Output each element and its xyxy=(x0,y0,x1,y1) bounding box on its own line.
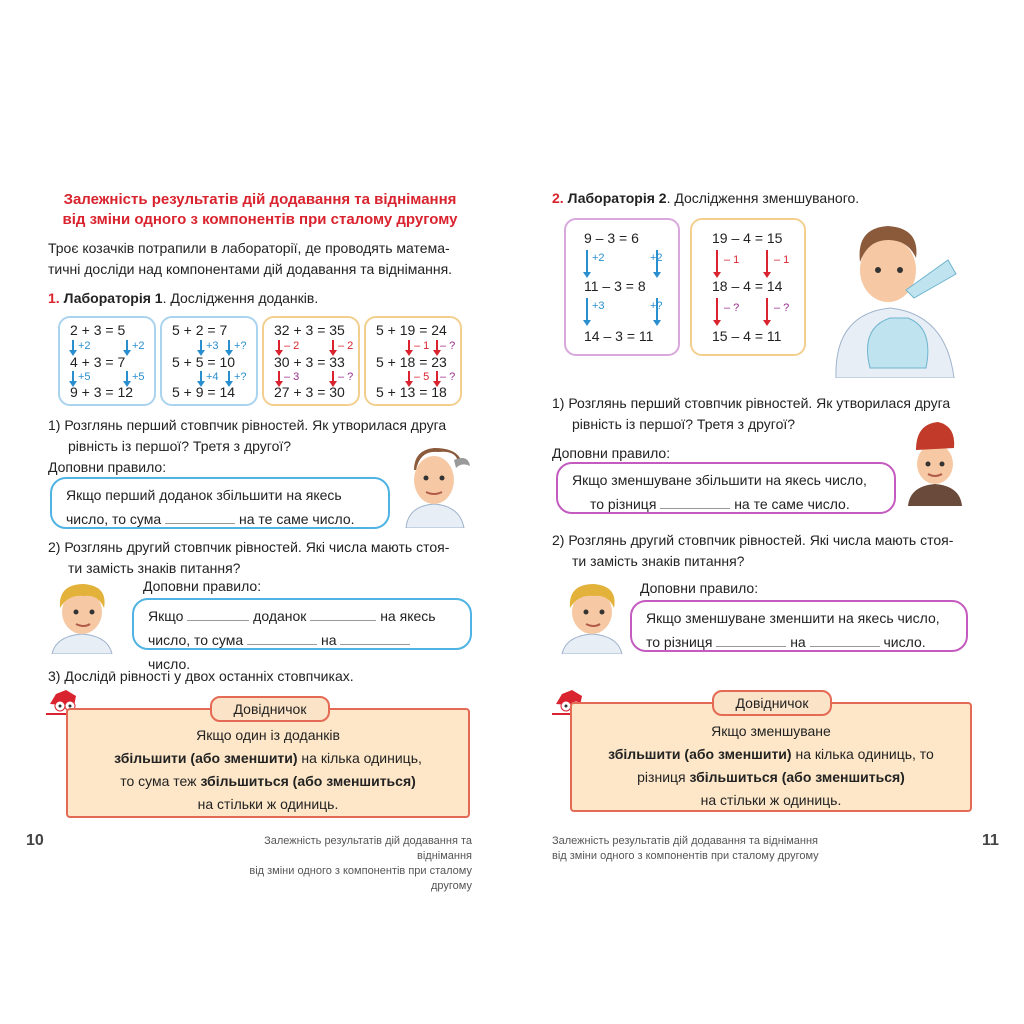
question-2-line-1: 2) Розглянь другий стовпчик рівностей. Які числа мають стоя- xyxy=(552,532,954,548)
down-arrow-icon xyxy=(278,371,280,385)
equation: 19 – 4 = 15 xyxy=(712,230,783,246)
answer-blank[interactable] xyxy=(660,494,730,509)
down-arrow-icon xyxy=(332,371,334,385)
down-arrow-icon xyxy=(228,371,230,385)
question-2-line-2: ти замість знаків питання? xyxy=(68,560,241,576)
lab2-heading xyxy=(552,188,859,209)
equation: 5 + 19 = 24 xyxy=(376,322,447,338)
reference-text: Якщо один із доданків xyxy=(196,727,340,743)
title-line-2: від зміни одного з компонентів при сталому другому xyxy=(62,211,458,228)
lab2-description: . Дослідження зменшуваного. xyxy=(666,190,860,206)
change-label: – ? xyxy=(338,371,354,383)
footer-line: від зміни одного з компонентів при сталому другому xyxy=(249,865,472,892)
equation-box-4 xyxy=(364,316,462,406)
change-label: +3 xyxy=(206,340,219,352)
question-1-line-2: рівність із першої? Третя з другої? xyxy=(572,416,796,432)
question-2-right xyxy=(552,530,982,572)
page-footer xyxy=(552,834,832,864)
rule-text: на якесь xyxy=(380,608,436,624)
change-label: +2 xyxy=(132,340,145,352)
change-label: – ? xyxy=(724,302,740,314)
reference-box xyxy=(570,702,972,812)
change-label: – 3 xyxy=(284,371,300,383)
complete-rule-label: Доповни правило: xyxy=(640,580,759,596)
question-2-line-2: ти замість знаків питання? xyxy=(572,553,745,569)
reference-text: на кілька одиниць, xyxy=(297,750,422,766)
equation: 5 + 18 = 23 xyxy=(376,354,447,370)
question-1-line-1: 1) Розглянь перший стовпчик рівностей. Як утворилася друга xyxy=(552,395,951,411)
complete-rule-label: Доповни правило: xyxy=(143,578,262,594)
page-number: 10 xyxy=(26,832,44,849)
change-label: – 2 xyxy=(284,340,300,352)
reference-box xyxy=(66,708,470,818)
reference-text: то сума теж xyxy=(120,773,201,789)
rule-text: на xyxy=(790,634,806,650)
rule-text: доданок xyxy=(253,608,307,624)
answer-blank[interactable] xyxy=(187,606,249,621)
equation: 2 + 3 = 5 xyxy=(70,322,126,338)
down-arrow-icon xyxy=(408,340,410,354)
down-arrow-icon xyxy=(72,371,74,385)
equation-box-6 xyxy=(690,218,806,356)
rule-text: Якщо зменшуване зменшити на якесь число, xyxy=(646,610,940,626)
rule-text: число, то сума xyxy=(66,511,162,527)
equation: 27 + 3 = 30 xyxy=(274,384,345,400)
rule-text: то різниця xyxy=(590,496,657,512)
page-title xyxy=(50,190,470,230)
page-number: 11 xyxy=(982,832,999,849)
boy-illustration xyxy=(48,578,118,654)
down-arrow-icon xyxy=(126,340,128,354)
boy-with-hat-illustration xyxy=(904,418,966,506)
complete-rule-label: Доповни правило: xyxy=(48,459,167,475)
answer-blank[interactable] xyxy=(810,632,880,647)
rule-bubble-2 xyxy=(132,598,472,672)
change-label: +5 xyxy=(132,371,145,383)
equation: 32 + 3 = 35 xyxy=(274,322,345,338)
down-arrow-icon xyxy=(332,340,334,354)
rule-text: Якщо перший доданок збільшити на якесь xyxy=(66,487,342,503)
equation: 5 + 5 = 10 xyxy=(172,354,236,370)
down-arrow-icon xyxy=(200,371,202,385)
change-label: +3 xyxy=(592,300,605,312)
intro-paragraph xyxy=(48,238,478,280)
rule-bubble-1 xyxy=(50,477,390,529)
reference-bold-text: збільшиться (або зменшиться) xyxy=(200,773,416,789)
question-2-line-1: 2) Розглянь другий стовпчик рівностей. Які числа мають стоя- xyxy=(48,539,450,555)
equation-box-2 xyxy=(160,316,258,406)
rule-text: то різниця xyxy=(646,634,713,650)
answer-blank[interactable] xyxy=(247,630,317,645)
equation: 9 + 3 = 12 xyxy=(70,384,134,400)
lab1-description: . Дослідження доданків. xyxy=(162,290,319,306)
rule-text: на те саме число. xyxy=(734,496,850,512)
down-arrow-icon xyxy=(716,298,718,324)
lab1-number: 1. xyxy=(48,290,60,306)
reference-tab: Довідничок xyxy=(210,696,330,722)
rule-text: Якщо xyxy=(148,608,184,624)
change-label: – 1 xyxy=(724,254,740,266)
change-label: +5 xyxy=(78,371,91,383)
answer-blank[interactable] xyxy=(165,509,235,524)
change-label: – 1 xyxy=(414,340,430,352)
down-arrow-icon xyxy=(586,298,588,324)
equation: 5 + 13 = 18 xyxy=(376,384,447,400)
question-2 xyxy=(48,537,478,579)
intro-line-1: Троє козачків потрапили в лабораторії, де проводять матема- xyxy=(48,240,450,256)
page-footer xyxy=(220,834,472,894)
change-label: – 5 xyxy=(414,371,430,383)
down-arrow-icon xyxy=(228,340,230,354)
question-1-line-2: рівність із першої? Третя з другої? xyxy=(68,438,292,454)
change-label: +2 xyxy=(650,252,663,264)
boy-with-flask-illustration xyxy=(830,218,960,378)
equation-box-5 xyxy=(564,218,680,356)
change-label: +4 xyxy=(206,371,219,383)
complete-rule-label: Доповни правило: xyxy=(552,445,671,461)
change-label: – ? xyxy=(440,371,456,383)
footer-line: від зміни одного з компонентів при сталому другому xyxy=(552,850,819,862)
answer-blank[interactable] xyxy=(310,606,376,621)
reference-text: Якщо зменшуване xyxy=(711,723,831,739)
equation: 30 + 3 = 33 xyxy=(274,354,345,370)
title-line-1: Залежність результатів дій додавання та віднімання xyxy=(63,191,457,208)
lab2-number: 2. xyxy=(552,190,564,206)
change-label: – ? xyxy=(774,302,790,314)
down-arrow-icon xyxy=(436,371,438,385)
change-label: +? xyxy=(234,340,247,352)
down-arrow-icon xyxy=(766,298,768,324)
footer-line: Залежність результатів дій додавання та віднімання xyxy=(264,835,472,862)
down-arrow-icon xyxy=(408,371,410,385)
lab1-heading xyxy=(48,288,318,309)
down-arrow-icon xyxy=(766,250,768,276)
equation: 11 – 3 = 8 xyxy=(584,278,646,294)
boy-illustration xyxy=(558,578,628,654)
intro-line-2: тичні досліди над компонентами дій додавання та віднімання. xyxy=(48,261,453,277)
footer-line: Залежність результатів дій додавання та віднімання xyxy=(552,835,819,847)
down-arrow-icon xyxy=(200,340,202,354)
equation: 5 + 9 = 14 xyxy=(172,384,236,400)
down-arrow-icon xyxy=(586,250,588,276)
reference-text: на стільки ж одиниць. xyxy=(197,796,339,812)
rule-text: число. xyxy=(148,656,191,672)
equation: 15 – 4 = 11 xyxy=(712,328,782,344)
rule-bubble-4 xyxy=(630,600,968,652)
equation: 18 – 4 = 14 xyxy=(712,278,783,294)
question-1-line-1: 1) Розглянь перший стовпчик рівностей. Як утворилася друга xyxy=(48,417,447,433)
change-label: +? xyxy=(650,300,663,312)
boy-illustration xyxy=(398,440,470,528)
reference-text: на стільки ж одиниць. xyxy=(700,792,842,808)
reference-bold-text: збільшиться (або зменшиться) xyxy=(689,769,905,785)
reference-text: на кілька одиниць, то xyxy=(791,746,934,762)
equation-box-1 xyxy=(58,316,156,406)
change-label: +? xyxy=(234,371,247,383)
rule-text: на те саме число. xyxy=(238,511,355,527)
change-label: – 1 xyxy=(774,254,790,266)
equation-box-3 xyxy=(262,316,360,406)
rule-text: Якщо зменшуване збільшити на якесь число, xyxy=(572,472,867,488)
lab1-name: Лабораторія 1 xyxy=(63,290,163,306)
down-arrow-icon xyxy=(436,340,438,354)
question-3: 3) Дослідӣ рівності у двох останніх стовпчиках. xyxy=(48,668,354,684)
lab2-name: Лабораторія 2 xyxy=(567,190,667,206)
rule-text: число. xyxy=(883,634,926,650)
down-arrow-icon xyxy=(72,340,74,354)
reference-text: різниця xyxy=(637,769,690,785)
reference-bold-text: збільшити (або зменшити) xyxy=(114,750,298,766)
equation: 4 + 3 = 7 xyxy=(70,354,126,370)
equation: 9 – 3 = 6 xyxy=(584,230,639,246)
rule-bubble-3 xyxy=(556,462,896,514)
rule-text: число, то сума xyxy=(148,632,244,648)
change-label: +2 xyxy=(592,252,605,264)
answer-blank[interactable] xyxy=(340,630,410,645)
reference-tab: Довідничок xyxy=(712,690,832,716)
change-label: +2 xyxy=(78,340,91,352)
change-label: – ? xyxy=(440,340,456,352)
answer-blank[interactable] xyxy=(716,632,786,647)
down-arrow-icon xyxy=(716,250,718,276)
rule-text: на xyxy=(320,632,337,648)
change-label: – 2 xyxy=(338,340,354,352)
down-arrow-icon xyxy=(126,371,128,385)
equation: 5 + 2 = 7 xyxy=(172,322,228,338)
reference-bold-text: збільшити (або зменшити) xyxy=(608,746,792,762)
down-arrow-icon xyxy=(278,340,280,354)
equation: 14 – 3 = 11 xyxy=(584,328,654,344)
